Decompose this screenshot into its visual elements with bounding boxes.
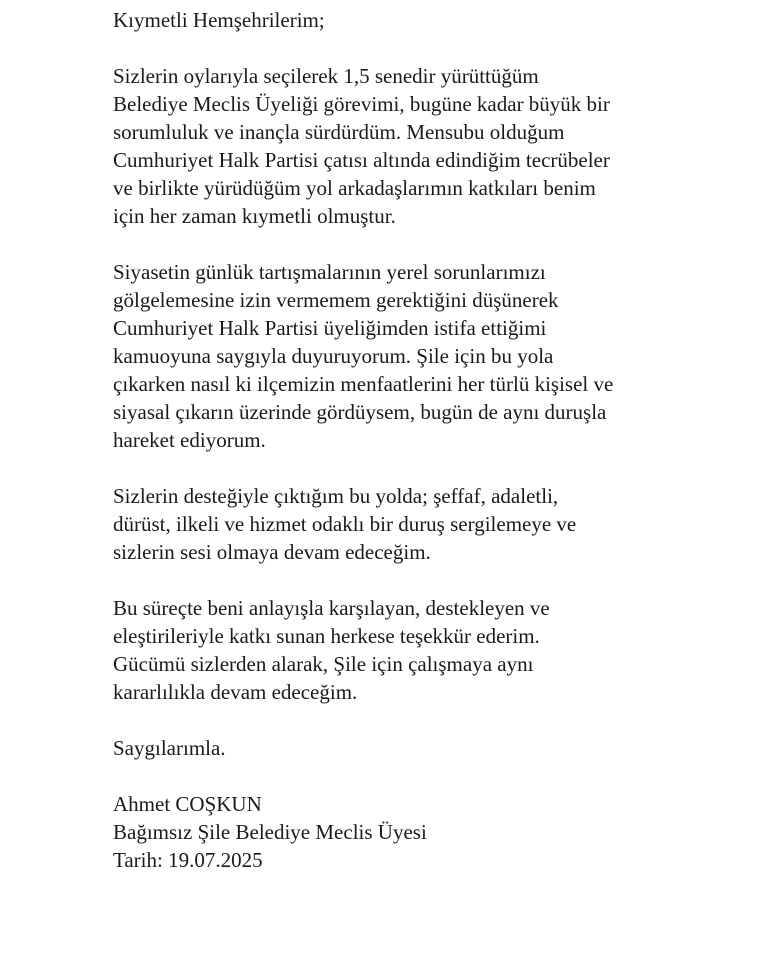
- paragraph-line: siyasal çıkarın üzerinde gördüysem, bugün de aynı duruşla: [113, 400, 607, 424]
- paragraph-line: Sizlerin oylarıyla seçilerek 1,5 senedir yürüttüğüm: [113, 64, 539, 88]
- paragraph-line: Cumhuriyet Halk Partisi üyeliğimden istifa ettiğimi: [113, 316, 547, 340]
- paragraph-line: dürüst, ilkeli ve hizmet odaklı bir duruş sergilemeye ve: [113, 512, 577, 536]
- closing: Saygılarımla.: [113, 736, 226, 760]
- paragraph-line: hareket ediyorum.: [113, 428, 266, 452]
- signer-title: Bağımsız Şile Belediye Meclis Üyesi: [113, 820, 427, 844]
- paragraph-line: Cumhuriyet Halk Partisi çatısı altında edindiğim tecrübeler: [113, 148, 610, 172]
- paragraph-line: kamuoyuna saygıyla duyuruyorum. Şile için bu yola: [113, 344, 554, 368]
- salutation: Kıymetli Hemşehrilerim;: [113, 8, 325, 32]
- paragraph-line: kararlılıkla devam edeceğim.: [113, 680, 358, 704]
- paragraph-line: eleştirileriyle katkı sunan herkese teşekkür ederim.: [113, 624, 540, 648]
- letter-date: Tarih: 19.07.2025: [113, 848, 263, 872]
- paragraph-line: Siyasetin günlük tartışmalarının yerel sorunlarımızı: [113, 260, 546, 284]
- paragraph-3: [113, 482, 733, 566]
- paragraph-line: Gücümü sizlerden alarak, Şile için çalışmaya aynı: [113, 652, 534, 676]
- paragraph-line: Bu süreçte beni anlayışla karşılayan, destekleyen ve: [113, 596, 550, 620]
- paragraph-1: [113, 62, 733, 230]
- paragraph-line: çıkarken nasıl ki ilçemizin menfaatlerini her türlü kişisel ve: [113, 372, 614, 396]
- paragraph-line: sorumluluk ve inançla sürdürdüm. Mensubu olduğum: [113, 120, 565, 144]
- paragraph-line: için her zaman kıymetli olmuştur.: [113, 204, 396, 228]
- signature-block: [113, 790, 733, 874]
- paragraph-4: [113, 594, 733, 706]
- paragraph-line: Belediye Meclis Üyeliği görevimi, bugüne kadar büyük bir: [113, 92, 610, 116]
- paragraph-line: gölgelemesine izin vermemem gerektiğini düşünerek: [113, 288, 559, 312]
- letter-body: [113, 6, 733, 874]
- paragraph-line: sizlerin sesi olmaya devam edeceğim.: [113, 540, 431, 564]
- paragraph-line: ve birlikte yürüdüğüm yol arkadaşlarımın katkıları benim: [113, 176, 596, 200]
- paragraph-line: Sizlerin desteğiyle çıktığım bu yolda; şeffaf, adaletli,: [113, 484, 559, 508]
- paragraph-2: [113, 258, 733, 454]
- signer-name: Ahmet COŞKUN: [113, 792, 262, 816]
